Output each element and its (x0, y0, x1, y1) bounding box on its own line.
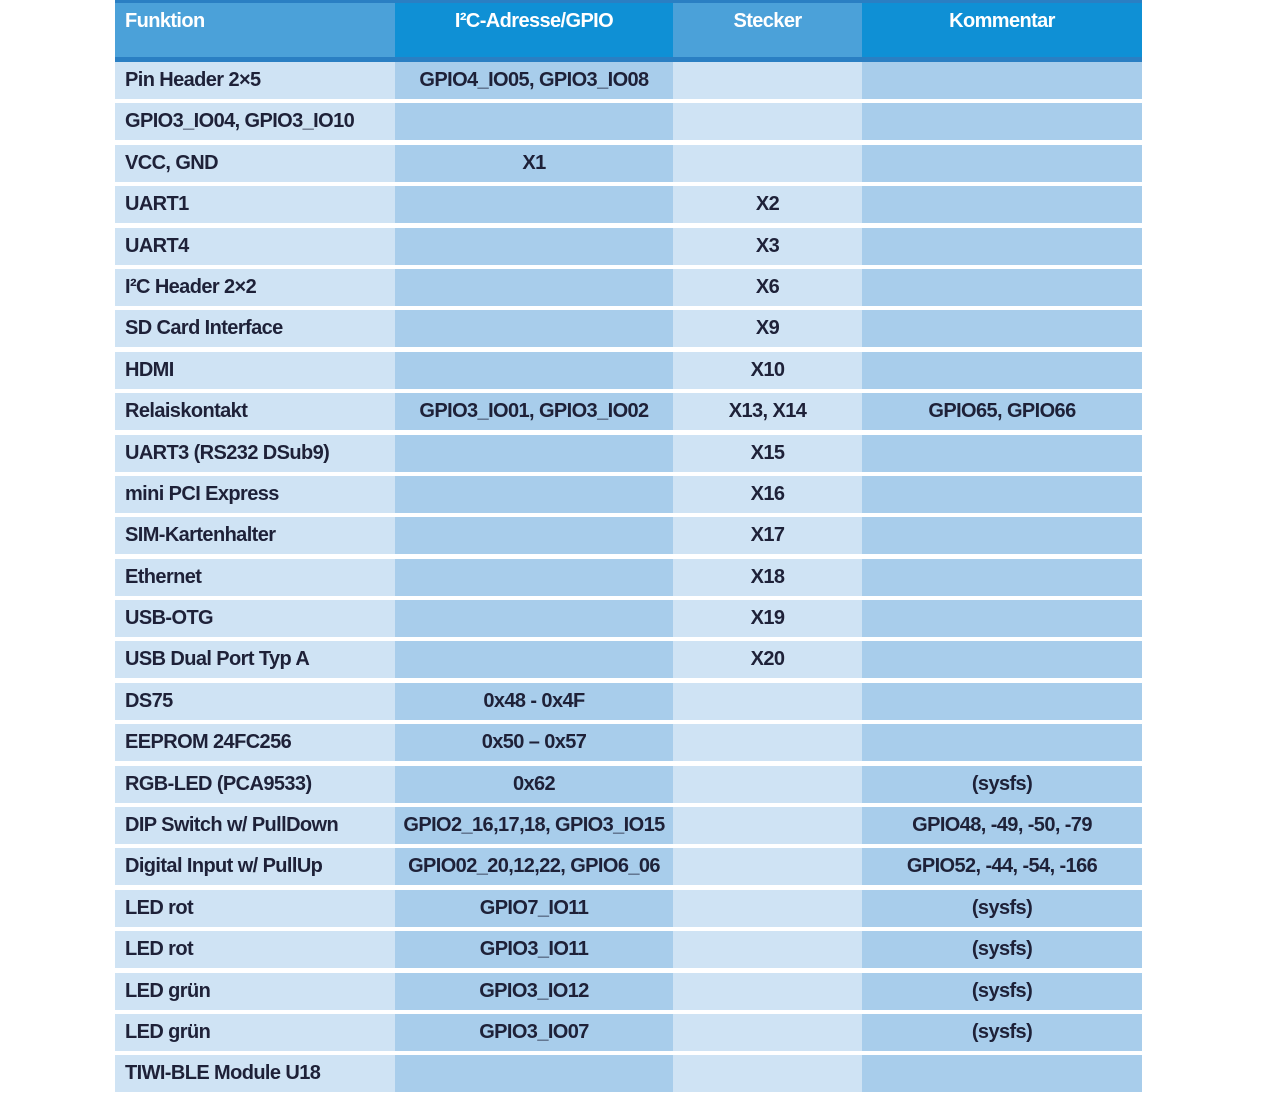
cell-kommentar: GPIO48, -49, -50, -79 (862, 807, 1142, 844)
cell-kommentar: GPIO52, -44, -54, -166 (862, 848, 1142, 885)
cell-i2c-adresse-gpio (395, 517, 673, 554)
cell-stecker: X9 (673, 310, 862, 347)
cell-stecker: X2 (673, 186, 862, 223)
cell-funktion: mini PCI Express (115, 476, 395, 513)
cell-stecker: X19 (673, 600, 862, 637)
table-row (115, 476, 1142, 513)
table-row (115, 1014, 1142, 1051)
table-row (115, 890, 1142, 927)
cell-funktion: LED rot (115, 890, 395, 927)
cell-funktion: LED grün (115, 973, 395, 1010)
cell-i2c-adresse-gpio: GPIO3_IO11 (395, 931, 673, 968)
cell-funktion: USB-OTG (115, 600, 395, 637)
table-row (115, 393, 1142, 430)
cell-kommentar: (sysfs) (862, 1014, 1142, 1051)
table-row (115, 1055, 1142, 1092)
cell-kommentar (862, 62, 1142, 99)
cell-i2c-adresse-gpio (395, 228, 673, 265)
cell-i2c-adresse-gpio: GPIO7_IO11 (395, 890, 673, 927)
cell-i2c-adresse-gpio (395, 352, 673, 389)
cell-kommentar (862, 103, 1142, 140)
cell-kommentar: (sysfs) (862, 931, 1142, 968)
cell-i2c-adresse-gpio: 0x50 – 0x57 (395, 724, 673, 761)
cell-i2c-adresse-gpio: GPIO3_IO12 (395, 973, 673, 1010)
column-header-kommentar: Kommentar (862, 3, 1142, 57)
cell-i2c-adresse-gpio: GPIO4_IO05, GPIO3_IO08 (395, 62, 673, 99)
cell-funktion: SIM-Kartenhalter (115, 517, 395, 554)
cell-kommentar (862, 600, 1142, 637)
hardware-function-table (115, 0, 1142, 1097)
table-row (115, 931, 1142, 968)
cell-kommentar (862, 352, 1142, 389)
cell-kommentar: (sysfs) (862, 973, 1142, 1010)
cell-i2c-adresse-gpio (395, 600, 673, 637)
table-row (115, 559, 1142, 596)
cell-funktion: Ethernet (115, 559, 395, 596)
table-row (115, 352, 1142, 389)
cell-funktion: VCC, GND (115, 145, 395, 182)
cell-funktion: UART1 (115, 186, 395, 223)
table-row (115, 807, 1142, 844)
cell-stecker: X3 (673, 228, 862, 265)
cell-kommentar (862, 641, 1142, 678)
cell-funktion: RGB-LED (PCA9533) (115, 766, 395, 803)
cell-funktion: Relaiskontakt (115, 393, 395, 430)
cell-kommentar (862, 145, 1142, 182)
cell-funktion: Pin Header 2×5 (115, 62, 395, 99)
cell-kommentar (862, 476, 1142, 513)
cell-funktion: I²C Header 2×2 (115, 269, 395, 306)
cell-kommentar: (sysfs) (862, 890, 1142, 927)
column-header-stecker: Stecker (673, 3, 862, 57)
cell-funktion: DIP Switch w/ PullDown (115, 807, 395, 844)
cell-funktion: Digital Input w/ PullUp (115, 848, 395, 885)
table-row (115, 269, 1142, 306)
cell-i2c-adresse-gpio (395, 103, 673, 140)
table-body (115, 62, 1142, 1092)
table-row (115, 103, 1142, 140)
cell-kommentar (862, 559, 1142, 596)
cell-i2c-adresse-gpio: GPIO02_20,12,22, GPIO6_06 (395, 848, 673, 885)
table-row (115, 641, 1142, 678)
cell-stecker: X10 (673, 352, 862, 389)
table-row (115, 517, 1142, 554)
cell-kommentar (862, 1055, 1142, 1092)
table-row (115, 228, 1142, 265)
cell-stecker (673, 145, 862, 182)
table-row (115, 683, 1142, 720)
cell-i2c-adresse-gpio: 0x62 (395, 766, 673, 803)
cell-i2c-adresse-gpio (395, 186, 673, 223)
cell-kommentar: GPIO65, GPIO66 (862, 393, 1142, 430)
cell-i2c-adresse-gpio (395, 269, 673, 306)
table-row (115, 600, 1142, 637)
cell-i2c-adresse-gpio: GPIO2_16,17,18, GPIO3_IO15 (395, 807, 673, 844)
cell-stecker (673, 973, 862, 1010)
cell-funktion: EEPROM 24FC256 (115, 724, 395, 761)
cell-stecker (673, 931, 862, 968)
table-row (115, 186, 1142, 223)
cell-funktion: UART4 (115, 228, 395, 265)
cell-kommentar: (sysfs) (862, 766, 1142, 803)
cell-funktion: HDMI (115, 352, 395, 389)
table-row (115, 62, 1142, 99)
column-header-funktion: Funktion (115, 3, 395, 57)
column-header-i2c-adresse-gpio: I²C-Adresse/GPIO (395, 3, 673, 57)
cell-funktion: USB Dual Port Typ A (115, 641, 395, 678)
cell-i2c-adresse-gpio: GPIO3_IO07 (395, 1014, 673, 1051)
cell-kommentar (862, 435, 1142, 472)
cell-stecker: X15 (673, 435, 862, 472)
cell-kommentar (862, 269, 1142, 306)
cell-i2c-adresse-gpio: X1 (395, 145, 673, 182)
cell-stecker (673, 724, 862, 761)
table-row (115, 766, 1142, 803)
cell-i2c-adresse-gpio (395, 641, 673, 678)
cell-stecker (673, 1055, 862, 1092)
cell-stecker (673, 62, 862, 99)
cell-stecker: X6 (673, 269, 862, 306)
cell-kommentar (862, 724, 1142, 761)
cell-funktion: TIWI-BLE Module U18 (115, 1055, 395, 1092)
cell-funktion: LED rot (115, 931, 395, 968)
cell-kommentar (862, 186, 1142, 223)
cell-kommentar (862, 228, 1142, 265)
cell-i2c-adresse-gpio (395, 559, 673, 596)
table-header-row (115, 0, 1142, 62)
table-row (115, 145, 1142, 182)
cell-funktion: DS75 (115, 683, 395, 720)
table-row (115, 973, 1142, 1010)
cell-i2c-adresse-gpio (395, 1055, 673, 1092)
cell-stecker: X18 (673, 559, 862, 596)
cell-stecker (673, 890, 862, 927)
cell-i2c-adresse-gpio: 0x48 - 0x4F (395, 683, 673, 720)
table-row (115, 310, 1142, 347)
cell-stecker: X20 (673, 641, 862, 678)
table-row (115, 435, 1142, 472)
cell-stecker (673, 807, 862, 844)
cell-funktion: SD Card Interface (115, 310, 395, 347)
cell-stecker (673, 848, 862, 885)
table-row (115, 848, 1142, 885)
cell-kommentar (862, 517, 1142, 554)
cell-kommentar (862, 310, 1142, 347)
cell-i2c-adresse-gpio (395, 435, 673, 472)
cell-stecker: X13, X14 (673, 393, 862, 430)
cell-funktion: UART3 (RS232 DSub9) (115, 435, 395, 472)
cell-stecker (673, 766, 862, 803)
cell-stecker (673, 683, 862, 720)
cell-stecker (673, 1014, 862, 1051)
cell-i2c-adresse-gpio (395, 476, 673, 513)
cell-i2c-adresse-gpio: GPIO3_IO01, GPIO3_IO02 (395, 393, 673, 430)
cell-kommentar (862, 683, 1142, 720)
table-row (115, 724, 1142, 761)
cell-i2c-adresse-gpio (395, 310, 673, 347)
cell-stecker (673, 103, 862, 140)
cell-stecker: X16 (673, 476, 862, 513)
cell-funktion: GPIO3_IO04, GPIO3_IO10 (115, 103, 395, 140)
cell-funktion: LED grün (115, 1014, 395, 1051)
cell-stecker: X17 (673, 517, 862, 554)
